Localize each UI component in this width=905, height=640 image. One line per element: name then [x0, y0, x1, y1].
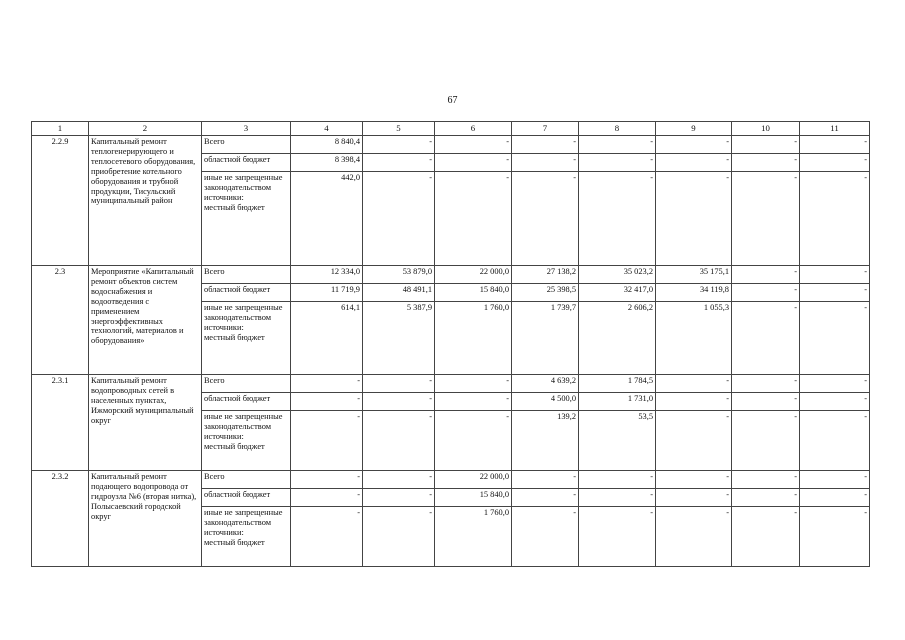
column-header: 8 — [579, 122, 656, 136]
total-value: - — [579, 136, 656, 154]
local-value: 442,0 — [291, 172, 363, 266]
local-value: - — [512, 507, 579, 567]
regional-value: - — [732, 393, 800, 411]
regional-value: - — [800, 489, 870, 507]
source-local-text: местный бюджет — [204, 537, 265, 547]
page-number: 67 — [447, 95, 458, 106]
local-value: - — [579, 507, 656, 567]
local-value: - — [363, 507, 435, 567]
source-other-label — [202, 411, 291, 471]
regional-value: - — [656, 489, 732, 507]
total-value: - — [363, 375, 435, 393]
source-regional-label: областной бюджет — [202, 393, 291, 411]
local-value: - — [656, 172, 732, 266]
source-total-label: Всего — [202, 375, 291, 393]
total-value: - — [732, 375, 800, 393]
total-value: 53 879,0 — [363, 266, 435, 284]
budget-table — [31, 121, 870, 567]
regional-value: - — [512, 154, 579, 172]
regional-value: - — [291, 489, 363, 507]
total-value: - — [363, 471, 435, 489]
total-value: 35 023,2 — [579, 266, 656, 284]
regional-value: - — [732, 284, 800, 302]
regional-value: 15 840,0 — [435, 284, 512, 302]
regional-value: - — [579, 489, 656, 507]
local-value: - — [656, 411, 732, 471]
total-value: 1 784,5 — [579, 375, 656, 393]
total-value: - — [291, 375, 363, 393]
local-value: - — [732, 411, 800, 471]
local-value: 1 739,7 — [512, 302, 579, 375]
source-total-label: Всего — [202, 266, 291, 284]
item-code: 2.3.2 — [32, 471, 89, 567]
total-value: - — [800, 375, 870, 393]
regional-value: - — [732, 489, 800, 507]
item-title: Капитальный ремонт водопроводных сетей в населенных пунктах, Ижморский муниципальный округ — [89, 375, 202, 471]
regional-value: - — [435, 393, 512, 411]
source-regional-label: областной бюджет — [202, 489, 291, 507]
regional-value: - — [435, 154, 512, 172]
regional-value: - — [363, 154, 435, 172]
total-value: - — [732, 136, 800, 154]
regional-value: 1 731,0 — [579, 393, 656, 411]
local-value: - — [656, 507, 732, 567]
total-value: - — [579, 471, 656, 489]
total-value: 12 334,0 — [291, 266, 363, 284]
local-value: - — [732, 172, 800, 266]
local-value: - — [732, 302, 800, 375]
header-row — [32, 122, 870, 136]
regional-value: 4 500,0 — [512, 393, 579, 411]
total-value: 8 840,4 — [291, 136, 363, 154]
total-value: - — [435, 136, 512, 154]
local-value: - — [732, 507, 800, 567]
column-header: 10 — [732, 122, 800, 136]
source-other-text: иные не запрещенные законодательством источники: — [204, 412, 283, 441]
local-value: 1 760,0 — [435, 507, 512, 567]
regional-value: 25 398,5 — [512, 284, 579, 302]
local-value: 53,5 — [579, 411, 656, 471]
total-value: - — [363, 136, 435, 154]
total-value: - — [656, 375, 732, 393]
source-other-label — [202, 172, 291, 266]
column-header: 9 — [656, 122, 732, 136]
column-header: 3 — [202, 122, 291, 136]
regional-value: - — [732, 154, 800, 172]
regional-value: 48 491,1 — [363, 284, 435, 302]
column-header: 6 — [435, 122, 512, 136]
regional-value: - — [579, 154, 656, 172]
local-value: 5 387,9 — [363, 302, 435, 375]
source-local-text: местный бюджет — [204, 332, 265, 342]
column-header: 4 — [291, 122, 363, 136]
column-header: 1 — [32, 122, 89, 136]
source-local-text: местный бюджет — [204, 441, 265, 451]
item-code: 2.2.9 — [32, 136, 89, 266]
local-value: - — [435, 172, 512, 266]
total-value: - — [435, 375, 512, 393]
regional-value: - — [800, 154, 870, 172]
local-value: - — [435, 411, 512, 471]
regional-value: 11 719,9 — [291, 284, 363, 302]
local-value: 2 606,2 — [579, 302, 656, 375]
regional-value: 34 119,8 — [656, 284, 732, 302]
total-value: - — [800, 136, 870, 154]
regional-value: - — [363, 393, 435, 411]
item-code: 2.3 — [32, 266, 89, 375]
total-value: - — [656, 471, 732, 489]
regional-value: - — [291, 393, 363, 411]
total-value: - — [291, 471, 363, 489]
local-value: - — [291, 507, 363, 567]
total-value: 22 000,0 — [435, 471, 512, 489]
local-value: - — [579, 172, 656, 266]
total-value: 27 138,2 — [512, 266, 579, 284]
regional-value: - — [800, 284, 870, 302]
source-other-label — [202, 302, 291, 375]
regional-value: - — [656, 154, 732, 172]
source-other-text: иные не запрещенные законодательством источники: — [204, 303, 283, 332]
table-row-total — [32, 266, 870, 284]
source-regional-label: областной бюджет — [202, 284, 291, 302]
source-other-label — [202, 507, 291, 567]
source-local-text: местный бюджет — [204, 202, 265, 212]
table-row-total — [32, 136, 870, 154]
total-value: - — [656, 136, 732, 154]
source-other-text: иные не запрещенные законодательством источники: — [204, 508, 283, 537]
table-row-total — [32, 471, 870, 489]
item-title: Капитальный ремонт теплогенерирующего и теплосетевого оборудования, приобретение котельного оборудования и трубной продукции, Тисульский муниципальный район — [89, 136, 202, 266]
regional-value: 15 840,0 — [435, 489, 512, 507]
local-value: - — [800, 507, 870, 567]
regional-value: 8 398,4 — [291, 154, 363, 172]
item-code: 2.3.1 — [32, 375, 89, 471]
table-row-total — [32, 375, 870, 393]
item-title: Мероприятие «Капитальный ремонт объектов систем водоснабжения и водоотведения с применением энергоэффективных технологий, материалов и оборудования» — [89, 266, 202, 375]
total-value: 35 175,1 — [656, 266, 732, 284]
local-value: 139,2 — [512, 411, 579, 471]
regional-value: - — [512, 489, 579, 507]
total-value: - — [512, 471, 579, 489]
source-total-label: Всего — [202, 136, 291, 154]
regional-value: - — [656, 393, 732, 411]
local-value: - — [800, 411, 870, 471]
local-value: - — [291, 411, 363, 471]
total-value: - — [800, 266, 870, 284]
local-value: 1 760,0 — [435, 302, 512, 375]
local-value: - — [363, 172, 435, 266]
column-header: 7 — [512, 122, 579, 136]
column-header: 2 — [89, 122, 202, 136]
total-value: 22 000,0 — [435, 266, 512, 284]
local-value: - — [363, 411, 435, 471]
local-value: 614,1 — [291, 302, 363, 375]
local-value: - — [800, 172, 870, 266]
local-value: 1 055,3 — [656, 302, 732, 375]
total-value: - — [732, 266, 800, 284]
total-value: - — [800, 471, 870, 489]
source-other-text: иные не запрещенные законодательством источники: — [204, 173, 283, 202]
total-value: 4 639,2 — [512, 375, 579, 393]
column-header: 11 — [800, 122, 870, 136]
source-total-label: Всего — [202, 471, 291, 489]
column-header: 5 — [363, 122, 435, 136]
local-value: - — [512, 172, 579, 266]
regional-value: - — [800, 393, 870, 411]
local-value: - — [800, 302, 870, 375]
regional-value: 32 417,0 — [579, 284, 656, 302]
source-regional-label: областной бюджет — [202, 154, 291, 172]
item-title: Капитальный ремонт подающего водопровода от гидроузла №6 (вторая нитка), Полысаевский городской округ — [89, 471, 202, 567]
total-value: - — [512, 136, 579, 154]
regional-value: - — [363, 489, 435, 507]
total-value: - — [732, 471, 800, 489]
